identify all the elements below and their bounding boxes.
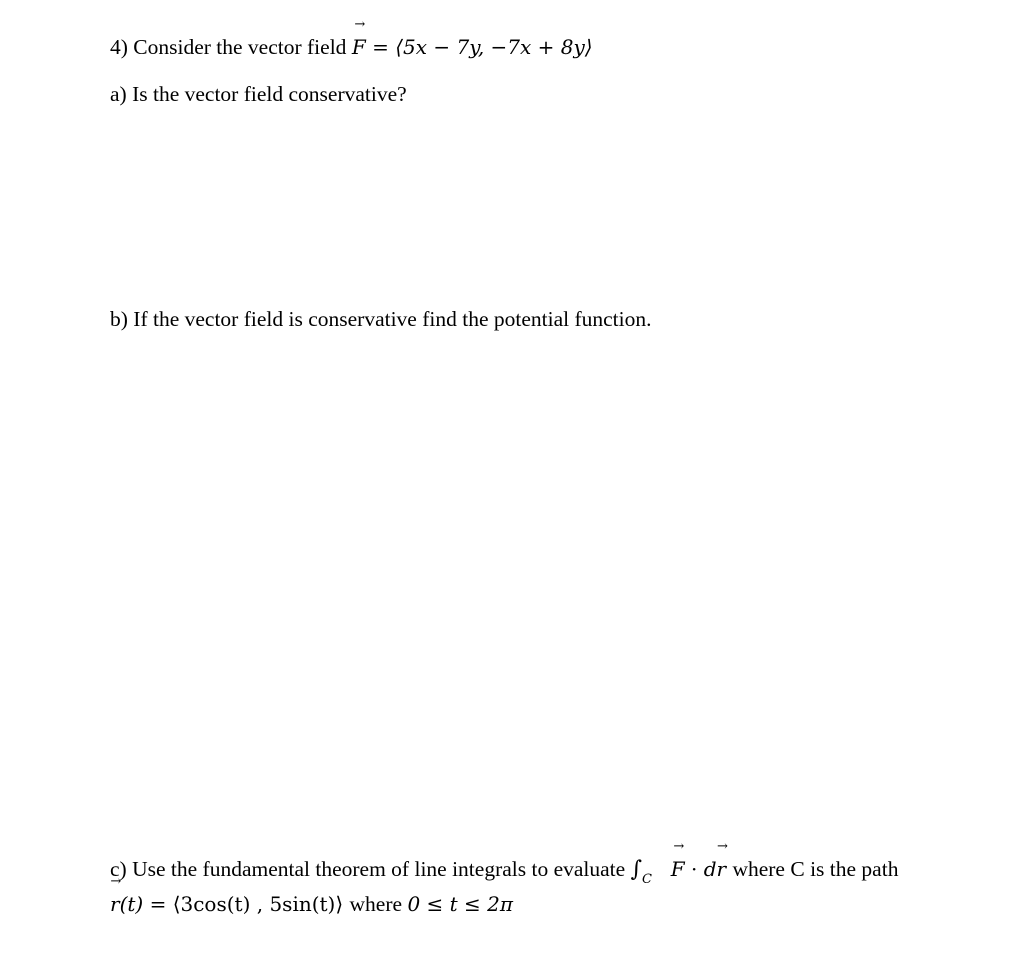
range-text: where [349, 892, 403, 916]
part-c-text-after: where C is the path [732, 857, 899, 881]
part-c-question-line2 [110, 890, 513, 918]
range-expression: 0 ≤ t ≤ 2π [407, 892, 514, 916]
path-r-vector: → r [110, 890, 120, 918]
vector-field-definition [352, 35, 593, 59]
part-a-question: a) Is the vector field conservative? [110, 82, 407, 106]
integral-subscript: C [642, 872, 652, 887]
integrand-r-vector: → r [717, 855, 727, 883]
part-b-question: b) If the vector field is conservative find the potential function. [110, 307, 652, 331]
integrand-f-vector: → F [671, 855, 685, 883]
path-parameter: (t) [119, 892, 144, 916]
dot-operator: · [691, 857, 698, 881]
problem-statement [110, 33, 593, 61]
line-integral-integrand [671, 857, 733, 881]
integral-symbol: ∫ [630, 857, 643, 882]
vector-f-symbol: → F [352, 33, 366, 61]
path-equals-sign: = [149, 892, 167, 916]
part-c-text-before: c) Use the fundamental theorem of line integrals to evaluate [110, 857, 626, 881]
path-expression: ⟨3cos(t) , 5sin(t)⟩ [172, 892, 344, 916]
vector-field-expression: ⟨5x − 7y, −7x + 8y⟩ [395, 35, 593, 59]
differential-d: d [703, 857, 717, 881]
path-definition [110, 892, 350, 916]
part-c-question-line1 [110, 855, 898, 887]
equals-sign: = [372, 35, 389, 59]
problem-intro-text: 4) Consider the vector field [110, 35, 347, 59]
